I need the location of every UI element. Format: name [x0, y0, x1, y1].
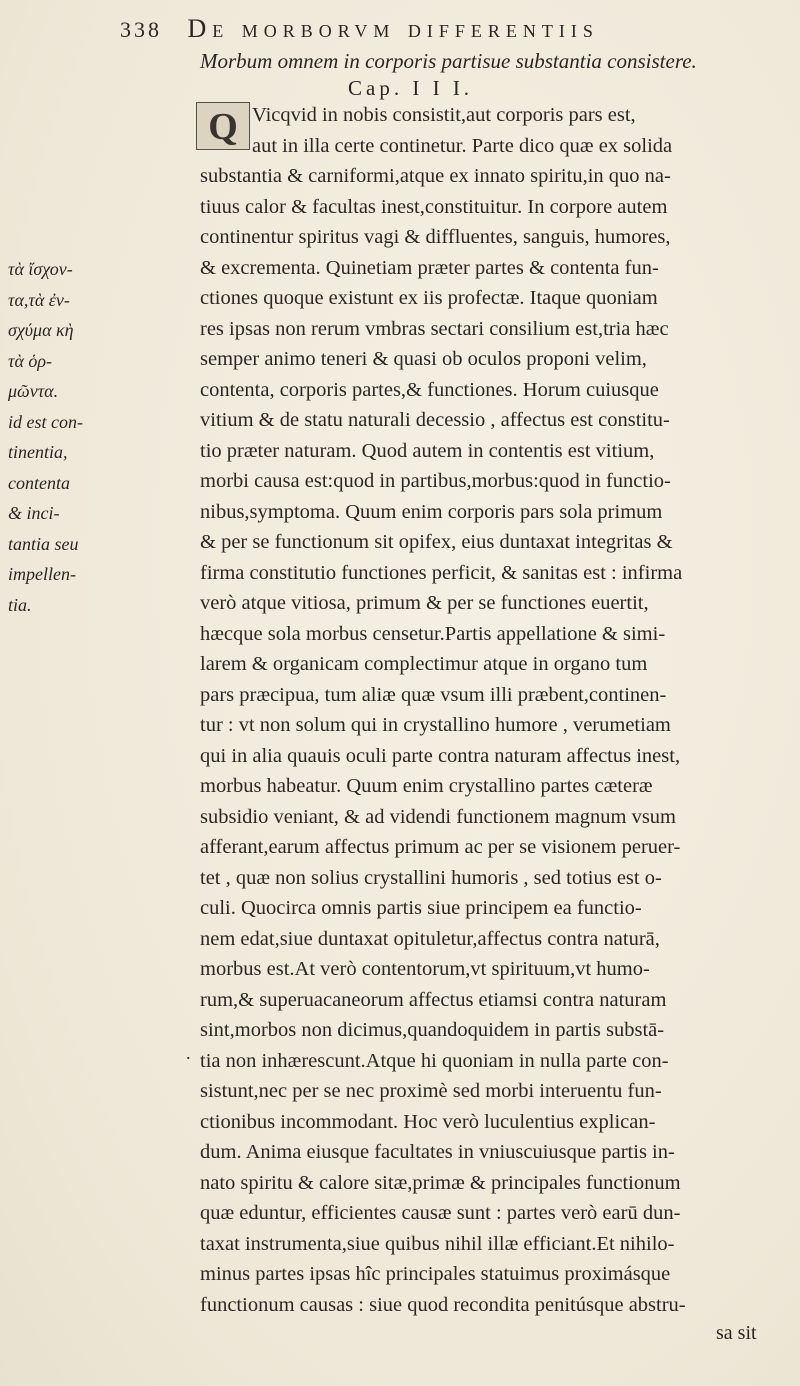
text-line: & per se functionum sit opifex, eius duntaxat integritas &	[200, 531, 673, 553]
text-line: morbus est.At verò contentorum,vt spirituum,vt humo-	[200, 958, 650, 980]
text-line: minus partes ipsas hîc principales statuimus proximásque	[200, 1263, 671, 1285]
text-line: nibus,symptoma. Quum enim corporis pars sola primum	[200, 500, 663, 523]
text-line: larem & organicam complectimur atque in organo tum	[200, 653, 648, 675]
text-line: dum. Anima eiusque facultates in vniuscuiusque partis in-	[200, 1141, 675, 1163]
margin-note-line: τα,τὰ ἐν-	[8, 289, 70, 310]
text-line: morbi causa est:quod in partibus,morbus:quod in functio-	[200, 470, 671, 492]
text-line: res ipsas non rerum vmbras sectari consilium est,tria hæc	[200, 317, 669, 340]
text-line: quæ eduntur, efficientes causæ sunt : partes verò earū dun-	[200, 1202, 681, 1224]
text-line: tet , quæ non solius crystallini humoris , sed totius est o-	[200, 866, 662, 889]
text-line: pars præcipua, tum aliæ quæ vsum illi præbent,continen-	[200, 683, 667, 706]
text-line: verò atque vitiosa, primum & per se functiones euertit,	[200, 592, 649, 614]
page-number: 338	[120, 17, 162, 42]
text-line: contenta, corporis partes,& functiones. Horum cuiusque	[200, 378, 659, 401]
text-line: qui in alia quauis oculi parte contra naturam affectus inest,	[200, 744, 681, 767]
margin-note-line: τὰ ἴσχον-	[8, 259, 73, 279]
text-line: tur : vt non solum qui in crystallino humore , verumetiam	[200, 714, 671, 736]
text-line: taxat instrumenta,siue quibus nihil illæ efficiant.Et nihilo-	[200, 1232, 675, 1255]
text-line: vitium & de statu naturali decessio , affectus est constitu-	[200, 409, 670, 431]
margin-note-line: & inci-	[8, 503, 60, 523]
text-line: firma constitutio functiones perficit, & sanitas est : infirma	[200, 561, 683, 584]
margin-note-line: tinentia,	[8, 442, 68, 462]
text-line: subsidio veniant, & ad videndi functionem magnum vsum	[200, 805, 676, 828]
margin-note-line: id est con-	[8, 411, 83, 432]
margin-dot: .	[186, 1043, 191, 1063]
initial-letter: Q	[208, 106, 238, 148]
margin-note-line: σχύμα κὴ	[8, 320, 74, 340]
margin-note-line: τὰ ὁρ-	[8, 350, 53, 371]
text-line: substantia & carniformi,atque ex innato spiritu,in quo na-	[200, 165, 671, 187]
margin-note-line: impellen-	[8, 564, 76, 584]
margin-note-line: tantia seu	[8, 533, 79, 554]
margin-note-line: μῶντα.	[8, 381, 59, 401]
text-line: aut in illa certe continetur. Parte dico quæ ex solida	[252, 134, 673, 157]
margin-note-line: tia.	[8, 594, 32, 615]
text-line: nato spiritu & calore sitæ,primæ & principales functionum	[200, 1171, 681, 1194]
text-line: continentur spiritus vagi & diffluentes, sanguis, humores,	[200, 226, 671, 248]
catchword: sa sit	[716, 1322, 757, 1344]
text-line: hæcque sola morbus censetur.Partis appellatione & simi-	[200, 622, 666, 645]
text-line: functionum causas : siue quod recondita penitúsque abstru-	[200, 1293, 686, 1316]
text-line: tio præter naturam. Quod autem in contentis est vitium,	[200, 439, 655, 462]
text-line: nem edat,siue duntaxat opituletur,affectus contra naturā,	[200, 927, 660, 950]
text-line: tiuus calor & facultas inest,constituitur. In corpore autem	[200, 195, 668, 218]
running-head	[120, 14, 780, 44]
decorated-initial	[196, 102, 250, 150]
text-line: semper animo teneri & quasi ob oculos proponi velim,	[200, 348, 647, 370]
margin-note-line: contenta	[8, 472, 70, 493]
text-line: culi. Quocirca omnis partis siue principem ea functio-	[200, 897, 642, 919]
chapter-heading: Cap. I I I.	[348, 76, 474, 100]
chapter-subtitle: Morbum omnem in corporis partisue substantia consistere.	[200, 49, 697, 73]
text-line: & excrementa. Quinetiam præter partes & contenta fun-	[200, 256, 659, 279]
text-line: ctionibus incommodant. Hoc verò luculentius explican-	[200, 1110, 656, 1133]
text-line: sint,morbos non dicimus,quandoquidem in partis substā-	[200, 1019, 665, 1041]
text-line: morbus habeatur. Quum enim crystallino partes cæteræ	[200, 775, 653, 797]
text-line: ctiones quoque existunt ex iis profectæ. Itaque quoniam	[200, 287, 658, 309]
text-line: rum,& superuacaneorum affectus etiamsi contra naturam	[200, 988, 667, 1011]
text-line: sistunt,nec per se nec proximè sed morbi interuentu fun-	[200, 1080, 662, 1102]
running-title: De morborvm differentiis	[187, 14, 599, 43]
text-line: afferant,earum affectus primum ac per se visionem peruer-	[200, 836, 681, 858]
text-line: Vicqvid in nobis consistit,aut corporis pars est,	[252, 104, 636, 126]
text-line: tia non inhærescunt.Atque hi quoniam in nulla parte con-	[200, 1049, 669, 1072]
